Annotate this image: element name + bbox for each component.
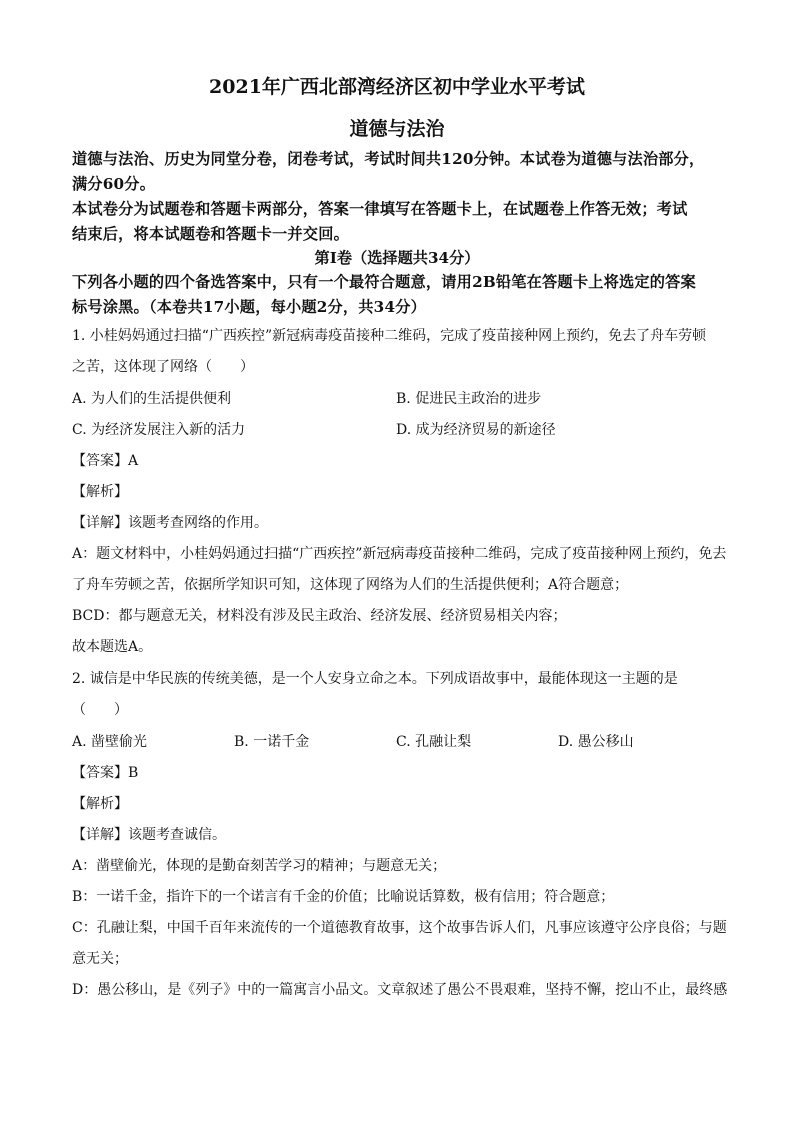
q2-option-d: D. 愚公移山	[558, 734, 634, 750]
q1-detail: 【详解】该题考查网络的作用。	[72, 515, 268, 531]
q2-option-a: A. 凿壁偷光	[72, 734, 148, 750]
q1-option-c: C. 为经济发展注入新的活力	[72, 422, 246, 438]
q2-explanation-4: 意无关；	[72, 951, 128, 967]
exam-title: 2021年广西北部湾经济区初中学业水平考试	[209, 76, 585, 98]
q2-explanation-2: B：一诺千金，指许下的一个诺言有千金的价值；比喻说话算数，极有信用；符合题意；	[72, 889, 615, 905]
q2-option-c: C. 孔融让梨	[396, 734, 472, 750]
intro-line-3: 本试卷分为试题卷和答题卡两部分，答案一律填写在答题卡上，在试题卷上作答无效；考试	[72, 200, 688, 218]
q2-stem-line-2: （ ）	[72, 702, 128, 718]
intro-line-2: 满分60分。	[72, 175, 156, 193]
q2-option-b: B. 一诺千金	[234, 734, 310, 750]
q2-explanation-5: D：愚公移山，是《列子》中的一篇寓言小品文。文章叙述了愚公不畏艰难，坚持不懈，挖山不止，最终感	[72, 982, 728, 998]
section-instruction-2: 标号涂黑。（本卷共17小题，每小题2分，共34分）	[72, 298, 426, 316]
q1-explanation-3: BCD：都与题意无关，材料没有涉及民主政治、经济发展、经济贸易相关内容；	[72, 608, 567, 624]
q2-answer: 【答案】B	[72, 765, 139, 781]
q1-explanation-2: 了舟车劳顿之苦，依据所学知识可知，这体现了网络为人们的生活提供便利；A符合题意；	[72, 577, 629, 593]
q2-explanation-3: C：孔融让梨，中国千百年来流传的一个道德教育故事，这个故事告诉人们，凡事应该遵守公序良俗；与题	[72, 920, 727, 936]
subject-title: 道德与法治	[349, 118, 445, 140]
q2-detail: 【详解】该题考查诚信。	[72, 827, 226, 843]
section-instruction-1: 下列各小题的四个备选答案中，只有一个最符合题意，请用2B铅笔在答题卡上将选定的答案	[72, 273, 696, 291]
q1-stem-line-1: 1. 小桂妈妈通过扫描“广西疾控”新冠病毒疫苗接种二维码，完成了疫苗接种网上预约，免去了舟车劳顿	[72, 328, 707, 344]
q2-explanation-1: A：凿壁偷光，体现的是勤奋刻苦学习的精神；与题意无关；	[72, 858, 447, 874]
q1-explanation-4: 故本题选A。	[72, 639, 153, 655]
q2-analysis-label: 【解析】	[72, 796, 128, 812]
intro-line-1: 道德与法治、历史为同堂分卷，闭卷考试，考试时间共120分钟。本试卷为道德与法治部分，	[72, 150, 705, 168]
q1-answer: 【答案】A	[72, 453, 139, 469]
q1-analysis-label: 【解析】	[72, 484, 128, 500]
q2-stem-line-1: 2. 诚信是中华民族的传统美德，是一个人安身立命之本。下列成语故事中，最能体现这一主题的是	[72, 671, 678, 687]
q1-explanation-1: A：题文材料中，小桂妈妈通过扫描“广西疾控”新冠病毒疫苗接种二维码，完成了疫苗接种网上预约，免去	[72, 546, 727, 562]
q1-option-d: D. 成为经济贸易的新途径	[396, 422, 556, 438]
section-title: 第Ⅰ卷（选择题共34分）	[314, 249, 480, 267]
q1-option-a: A. 为人们的生活提供便利	[72, 391, 232, 407]
intro-line-4: 结束后，将本试题卷和答题卡一并交回。	[72, 225, 349, 243]
q1-stem-line-2: 之苦，这体现了网络（ ）	[72, 359, 254, 375]
q1-option-b: B. 促进民主政治的进步	[396, 391, 542, 407]
